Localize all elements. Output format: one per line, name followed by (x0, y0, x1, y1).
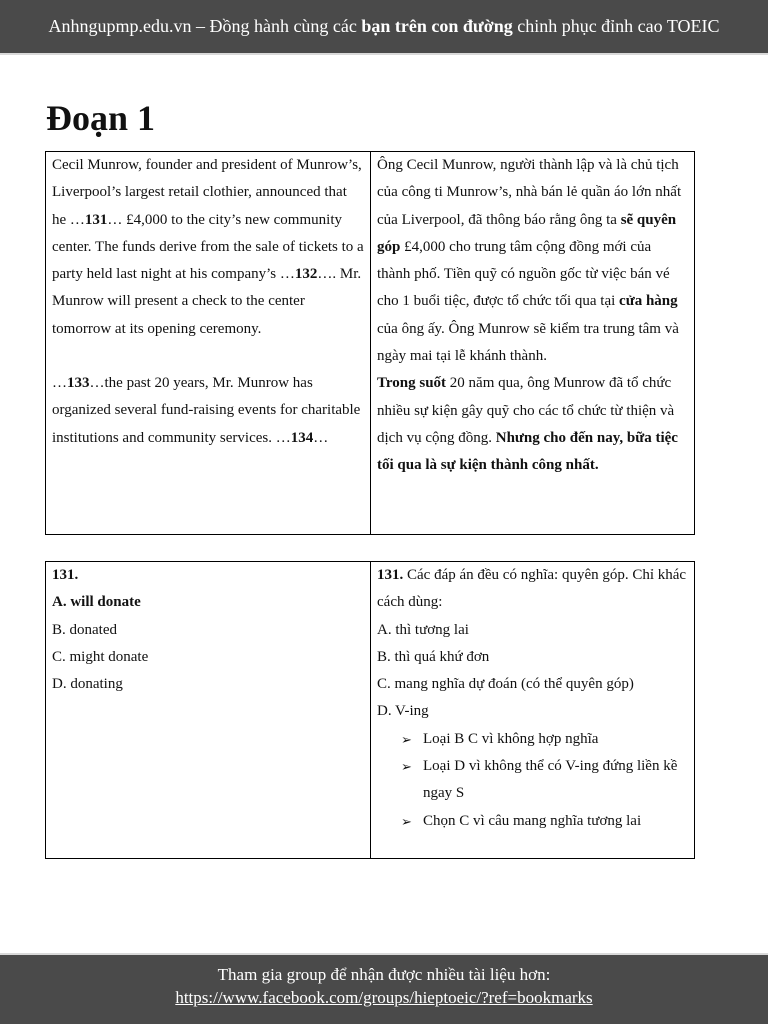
arrow-icon: ➢ (401, 759, 412, 775)
page-title: Đoạn 1 (46, 98, 156, 138)
passage-table (45, 151, 695, 535)
page-header (0, 0, 768, 55)
option-d: D. donating (52, 676, 123, 693)
english-paragraph-1: Cecil Munrow, founder and president of Munrow’s, Liverpool’s largest retail clothier, announced that he …131… £4,000 to the city’s new community center. The funds derive from the sale of tickets to a party held last night at his company’s …132…. Mr. Munrow will present a check to the center tomorrow at its opening ceremony. (52, 157, 364, 337)
blank-132: 132 (294, 266, 318, 283)
english-paragraph-2: …133…the past 20 years, Mr. Munrow has organized several fund-raising events for charitable institutions and community services. …134… (52, 375, 361, 446)
page-footer (0, 953, 768, 1024)
explanation-bullets (377, 726, 688, 835)
bullet-item: ➢ Chọn C vì câu mang nghĩa tương lai (401, 808, 688, 835)
bullet-item: ➢ Loại D vì không thể có V-ing đứng liền kề ngay S (401, 753, 688, 808)
blank-131: 131 (84, 211, 108, 228)
arrow-icon: ➢ (401, 731, 412, 747)
blank-133: 133 (67, 375, 90, 392)
option-c: C. might donate (52, 648, 149, 665)
question-cell (46, 562, 371, 859)
passage-english (46, 152, 371, 535)
explanation-line-c: C. mang nghĩa dự đoán (có thể quyên góp) (377, 676, 634, 693)
explanation-line-d: D. V-ing (377, 703, 429, 720)
arrow-icon: ➢ (401, 813, 412, 829)
option-a: A. will donate (52, 594, 141, 611)
question-number: 131. (52, 567, 79, 583)
vietnamese-paragraph-2: Trong suốt 20 năm qua, ông Munrow đã tổ chức nhiều sự kiện gây quỹ cho các tổ chức từ thiện và dịch vụ cộng đồng. Nhưng cho đến nay, bữa tiệc tối qua là sự kiện thành công nhất. (377, 375, 678, 474)
explanation-intro: 131. Các đáp án đều có nghĩa: quyên góp. Chỉ khác cách dùng: (377, 567, 687, 611)
option-b: B. donated (52, 621, 117, 638)
header-text: Anhngupmp.edu.vn – Đồng hành cùng các bạn trên con đường chinh phục đỉnh cao TOEIC (48, 16, 720, 36)
passage-vietnamese (371, 152, 695, 535)
explanation-line-b: B. thì quá khứ đơn (377, 648, 490, 665)
facebook-group-link[interactable]: https://www.facebook.com/groups/hieptoeic/?ref=bookmarks (175, 988, 593, 1007)
question-table (45, 561, 695, 859)
vietnamese-paragraph-1: Ông Cecil Munrow, người thành lập và là chủ tịch của công ti Munrow’s, nhà bán lẻ quần áo lớn nhất của Liverpool, đã thông báo rằng ông ta sẽ quyên góp £4,000 cho trung tâm cộng đồng mới của thành phố. Tiền quỹ có nguồn gốc từ việc bán vé cho 1 buổi tiệc, được tổ chức tối qua tại cửa hàng của ông ấy. Ông Munrow sẽ kiểm tra trung tâm và ngày mai tại lễ khánh thành. (377, 157, 682, 365)
blank-134: 134 (290, 429, 314, 446)
explanation-line-a: A. thì tương lai (377, 621, 469, 638)
footer-text: Tham gia group để nhận được nhiều tài liệu hơn: (217, 965, 551, 984)
explanation-cell (371, 562, 695, 859)
bullet-item: ➢ Loại B C vì không hợp nghĩa (401, 726, 688, 753)
